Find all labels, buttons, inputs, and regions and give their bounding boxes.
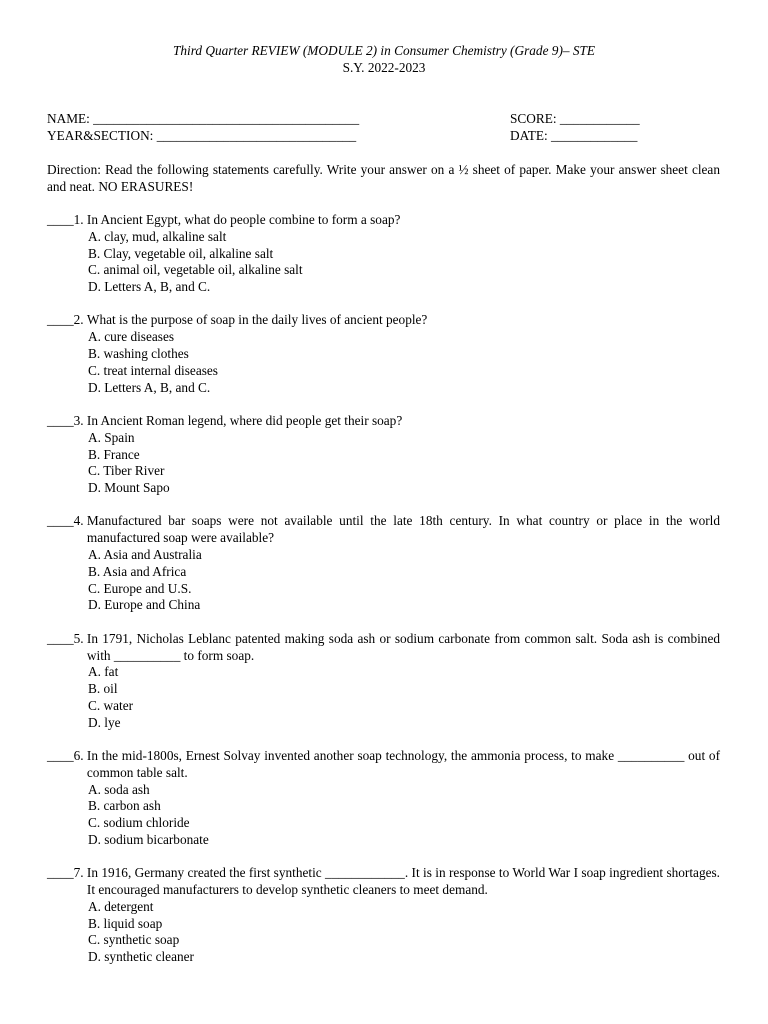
answer-choice: B. oil [88,681,118,697]
answer-choice: A. soda ash [88,781,150,797]
question-item [47,513,720,614]
answer-choice: B. liquid soap [88,915,163,931]
answer-choice: C. water [88,697,134,713]
name-field: NAME: ________________________________________ [47,111,360,126]
answer-choice: D. sodium bicarbonate [88,832,209,847]
answer-choice: C. animal oil, vegetable oil, alkaline salt [88,262,303,278]
question-number: ____2. [47,312,87,328]
answer-choice: A. Spain [88,429,135,445]
answer-choice: D. Mount Sapo [88,480,170,496]
question-number: ____5. [47,630,87,646]
question-text: What is the purpose of soap in the daily lives of ancient people? [86,312,428,328]
question-number: ____7. [47,865,87,881]
name-score-row [47,110,727,127]
question-stem [47,631,720,665]
score-field: SCORE: ____________ [510,111,640,126]
question-text: In 1916, Germany created the first synthetic ____________. It is in response to World War I soap ingredient shortages. It encouraged manufacturers to develop synthetic cleaners to meet demand. [86,865,720,898]
answer-choice: C. Europe and U.S. [88,580,192,596]
question-number: ____3. [47,412,87,428]
answer-choice: B. Asia and Africa [88,563,187,579]
question-item [47,413,720,497]
answer-choice: A. clay, mud, alkaline salt [88,228,227,244]
answer-choice: D. synthetic cleaner [88,949,194,965]
answer-choice: A. detergent [88,898,154,914]
answer-choice: B. washing clothes [88,346,189,362]
answer-choice: C. treat internal diseases [88,362,218,378]
question-item [47,631,720,732]
question-stem [47,312,720,329]
question-stem [47,513,720,547]
question-number: ____1. [47,212,87,227]
question-number: ____4. [47,513,87,529]
question-stem [47,865,720,899]
answer-choice: B. Clay, vegetable oil, alkaline salt [88,245,274,261]
question-item [47,748,720,849]
question-stem [47,748,720,782]
document-title: Third Quarter REVIEW (MODULE 2) in Consumer Chemistry (Grade 9)– STE [172,43,596,58]
answer-choice: D. Letters A, B, and C. [88,379,211,395]
student-info-fields [47,110,727,144]
question-item [47,865,720,966]
question-text: In Ancient Egypt, what do people combine to form a soap? [86,212,401,227]
question-text: Manufactured bar soaps were not available until the late 18th century. In what country or place in the world manufactured soap were available? [86,513,720,546]
question-text: In Ancient Roman legend, where did people get their soap? [86,412,403,428]
answer-choice: A. cure diseases [88,329,175,345]
question-stem [47,212,720,229]
answer-choice: D. Europe and China [88,597,201,613]
answer-choice: C. Tiber River [88,463,165,479]
answer-choice: A. fat [88,664,119,680]
answer-choice: B. carbon ash [88,798,161,814]
question-stem [47,413,720,430]
date-field: DATE: _____________ [510,128,638,143]
school-year: S.Y. 2022-2023 [342,59,426,75]
answer-choice: C. sodium chloride [88,815,190,831]
question-number: ____6. [47,748,87,764]
question-item [47,212,720,296]
year-section-field: YEAR&SECTION: ______________________________ [47,128,357,143]
question-text: In the mid-1800s, Ernest Solvay invented another soap technology, the ammonia process, to make __________ out of common table salt. [86,748,720,780]
answer-choice: B. France [88,446,140,462]
answer-choice: A. Asia and Australia [88,547,202,563]
section-date-row [47,127,727,144]
directions-text: Direction: Read the following statements carefully. Write your answer on a ½ sheet of paper. Make your answer sheet clean and neat. NO ERASURES! [47,162,720,194]
question-text: In 1791, Nicholas Leblanc patented making soda ash or sodium carbonate from common salt. Soda ash is combined with __________ to form soap. [86,630,720,663]
document-header [0,43,768,76]
answer-choice: D. Letters A, B, and C. [88,279,211,295]
question-list [47,212,720,983]
answer-choice: D. lye [88,714,121,730]
question-item [47,312,720,396]
answer-choice: C. synthetic soap [88,932,180,948]
